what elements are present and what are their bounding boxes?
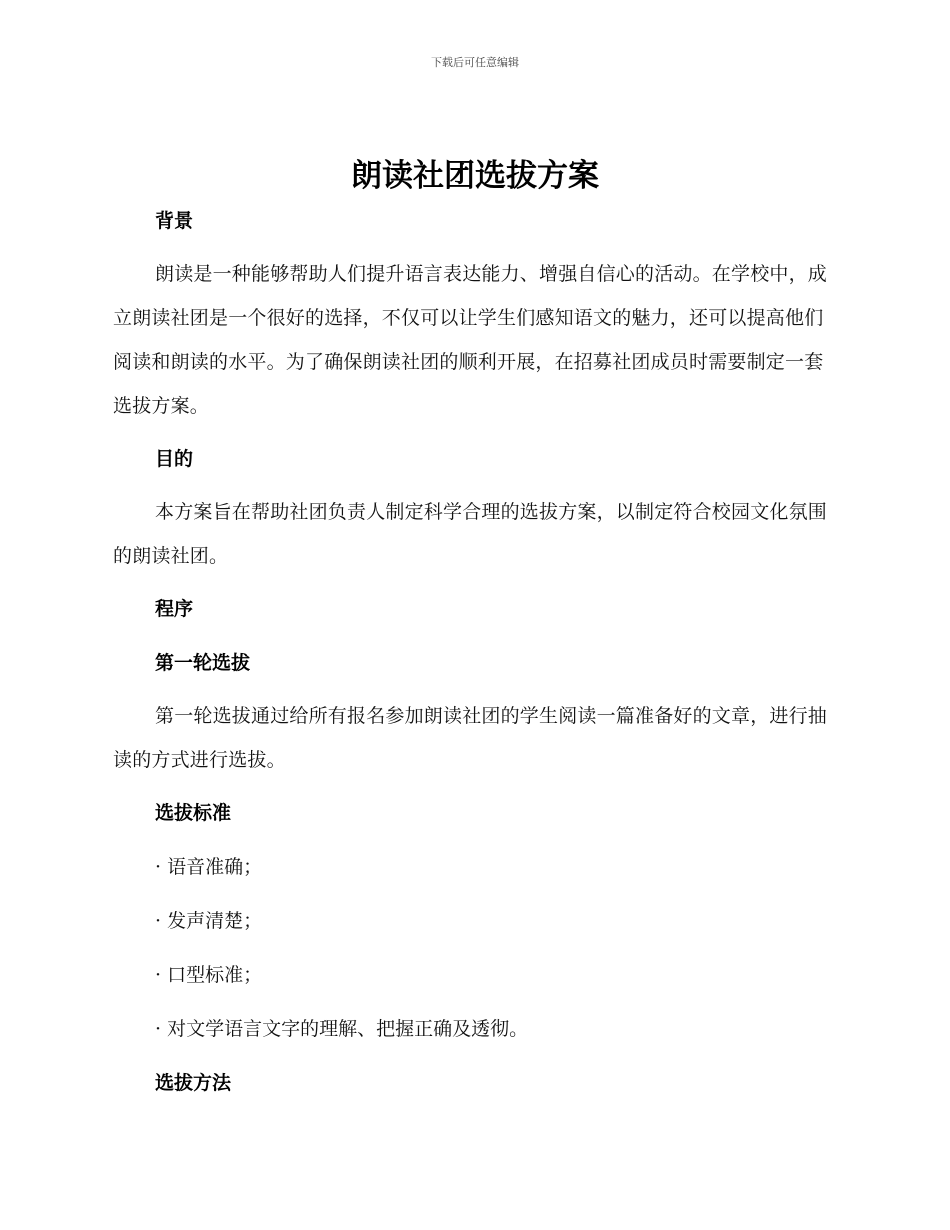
section-heading-background: 背景 xyxy=(155,210,194,232)
document-title: 朗读社团选拔方案 xyxy=(351,158,599,194)
header-note: 下载后可任意编辑 xyxy=(431,56,519,69)
section-heading-round1: 第一轮选拔 xyxy=(155,652,251,674)
background-paragraph: 朗读是一种能够帮助人们提升语言表达能力、增强自信心的活动。在学校中，成立朗读社团是一个很好的选择，不仅可以让学生们感知语文的魅力，还可以提高他们阅读和朗读的水平。为了确保朗读社团的顺利开展，在招募社团成员时需要制定一套选拔方案。 xyxy=(113,263,828,417)
section-heading-method: 选拔方法 xyxy=(155,1072,232,1094)
list-item: · 口型标准； xyxy=(155,964,263,986)
round1-paragraph: 第一轮选拔通过给所有报名参加朗读社团的学生阅读一篇准备好的文章，进行抽读的方式进行选拔。 xyxy=(113,705,828,771)
list-item: · 发声清楚； xyxy=(155,910,263,932)
list-item: · 对文学语言文字的理解、把握正确及透彻。 xyxy=(155,1018,529,1040)
section-heading-procedure: 程序 xyxy=(155,598,194,620)
section-heading-criteria: 选拔标准 xyxy=(155,802,232,824)
document-body xyxy=(113,206,833,1098)
section-heading-purpose: 目的 xyxy=(155,448,194,470)
list-item: · 语音准确； xyxy=(155,856,263,878)
purpose-paragraph: 本方案旨在帮助社团负责人制定科学合理的选拔方案，以制定符合校园文化氛围的朗读社团。 xyxy=(113,501,828,567)
